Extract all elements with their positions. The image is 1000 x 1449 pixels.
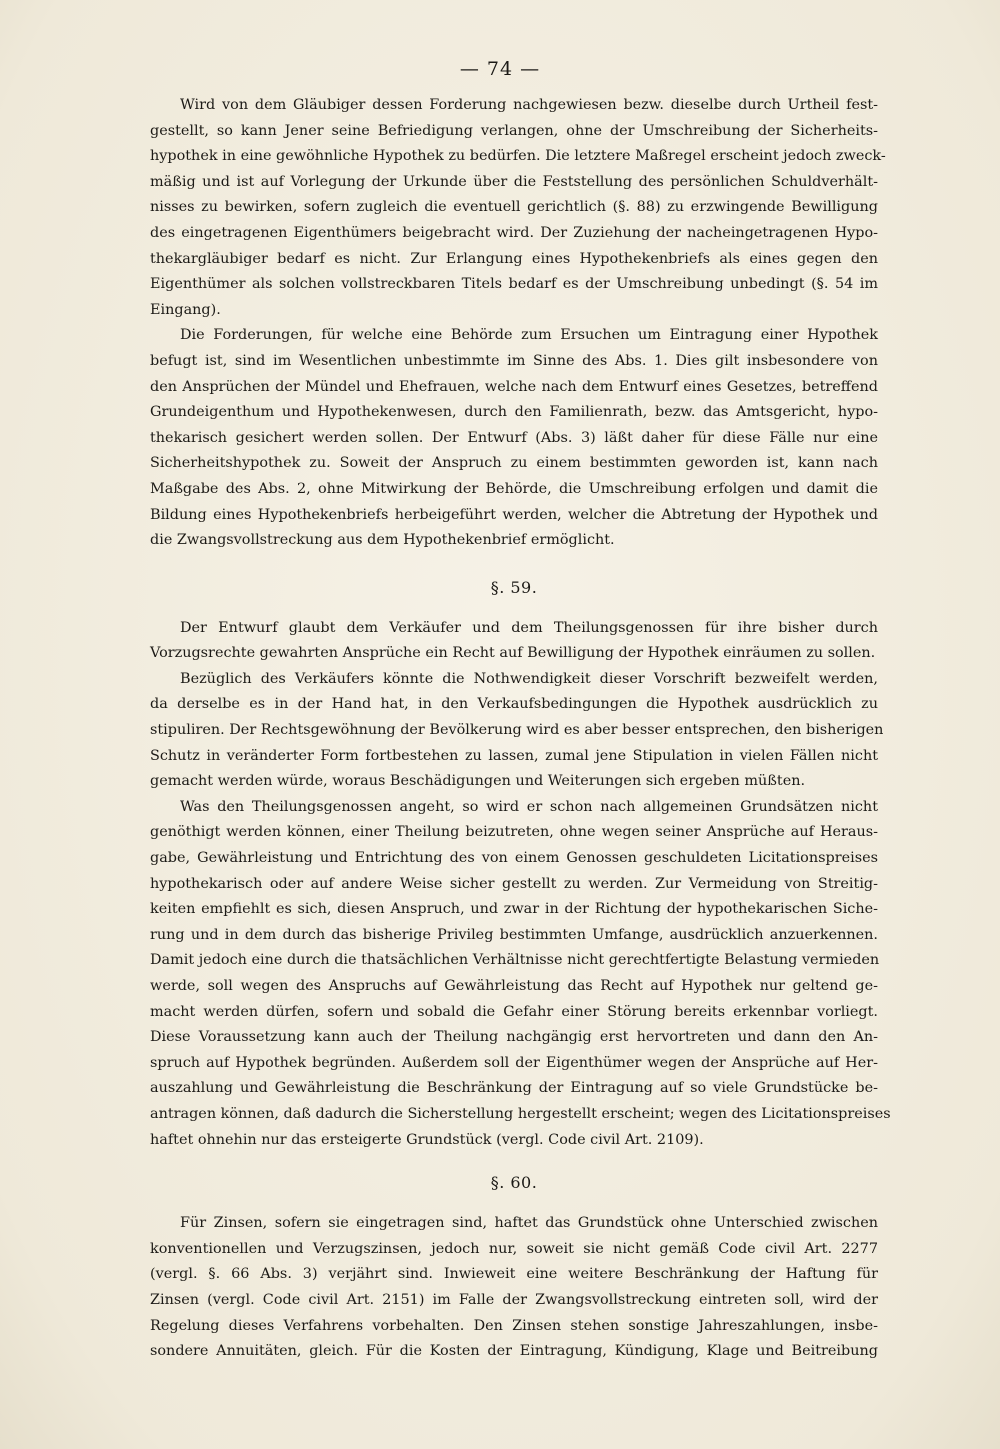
text-line: genöthigt werden können, einer Theilung beizutreten, ohne wegen seiner Ansprüche auf Heraus-	[150, 824, 878, 841]
text-line: Die Forderungen, für welche eine Behörde zum Ersuchen um Eintragung einer Hypothek	[180, 327, 878, 344]
text-line: des eingetragenen Eigenthümers beigebracht wird. Der Zuziehung der nacheingetragenen Hypo-	[150, 224, 878, 241]
section-heading-59: §. 59.	[490, 577, 538, 597]
text-line: hypothek in eine gewöhnliche Hypothek zu bedürfen. Die letztere Maßregel erscheint jedoch zweck-	[150, 148, 886, 165]
text-line: Wird von dem Gläubiger dessen Forderung nachgewiesen bezw. dieselbe durch Urtheil fest-	[180, 97, 878, 113]
text-line: hypothekarisch oder auf andere Weise sicher gestellt zu werden. Zur Vermeidung von Streitig-	[150, 875, 878, 892]
text-line: Bildung eines Hypothekenbriefs herbeigeführt werden, welcher die Abtretung der Hypothek und	[150, 506, 878, 523]
text-line: Bezüglich des Verkäufers könnte die Nothwendigkeit dieser Vorschrift bezweifelt werden,	[180, 670, 878, 687]
text-block-2	[150, 616, 891, 1153]
text-line: auszahlung und Gewährleistung die Beschränkung der Eintragung auf so viele Grundstücke be-	[150, 1080, 878, 1097]
text-line: antragen können, daß dadurch die Sicherstellung hergestellt erscheint; wegen des Licitationspreises	[150, 1105, 891, 1122]
text-line: rung und in dem durch das bisherige Privileg bestimmten Umfange, ausdrücklich anzuerkennen.	[150, 926, 878, 943]
text-line: befugt ist, sind im Wesentlichen unbestimmte im Sinne des Abs. 1. Dies gilt insbesondere von	[150, 352, 878, 369]
text-line: Für Zinsen, sofern sie eingetragen sind, haftet das Grundstück ohne Unterschied zwischen	[180, 1215, 878, 1232]
text-line: mäßig und ist auf Vorlegung der Urkunde über die Feststellung des persönlichen Schuldverhält-	[150, 173, 878, 190]
text-line: gabe, Gewährleistung und Entrichtung des von einem Genossen geschuldeten Licitationspreises	[150, 850, 878, 867]
text-line: keiten empfiehlt es sich, diesen Anspruch, und zwar in der Richtung der hypothekarischen Siche-	[150, 901, 878, 918]
text-line: Eigenthümer als solchen vollstreckbaren Titels bedarf es der Umschreibung unbedingt (§. 54 im	[150, 276, 878, 293]
text-line: Was den Theilungsgenossen angeht, so wird er schon nach allgemeinen Grundsätzen nicht	[180, 798, 878, 815]
text-line: nisses zu bewirken, sofern zugleich die eventuell gerichtlich (§. 88) zu erzwingende Bewilligung	[150, 199, 878, 216]
text-line: thekarisch gesichert werden sollen. Der Entwurf (Abs. 3) läßt daher für diese Fälle nur eine	[150, 429, 878, 446]
text-line: stipuliren. Der Rechtsgewöhnung der Bevölkerung wird es aber besser entsprechen, den bisherigen	[150, 722, 884, 739]
text-line: gemacht werden würde, woraus Beschädigungen und Weiterungen sich ergeben müßten.	[150, 773, 806, 790]
text-block-3	[150, 1211, 878, 1365]
text-line: Maßgabe des Abs. 2, ohne Mitwirkung der Behörde, die Umschreibung erfolgen und damit die	[150, 480, 878, 497]
text-line: Sicherheitshypothek zu. Soweit der Anspruch zu einem bestimmten geworden ist, kann nach	[150, 455, 878, 472]
text-line: Regelung dieses Verfahrens vorbehalten. Den Zinsen stehen sonstige Jahreszahlungen, insbe-	[150, 1317, 878, 1334]
text-line: Vorzugsrechte gewahrten Ansprüche ein Recht auf Bewilligung der Hypothek einräumen zu sollen.	[150, 645, 876, 662]
page-number: — 74 —	[459, 58, 541, 80]
text-line: da derselbe es in der Hand hat, in den Verkaufsbedingungen die Hypothek ausdrücklich zu	[150, 696, 878, 713]
text-line: Diese Voraussetzung kann auch der Theilung nachgängig erst hervortreten und dann den An-	[150, 1029, 878, 1046]
text-line: thekargläubiger bedarf es nicht. Zur Erlangung eines Hypothekenbriefs als eines gegen den	[150, 250, 878, 267]
text-line: spruch auf Hypothek begründen. Außerdem soll der Eigenthümer wegen der Ansprüche auf Her-	[150, 1054, 878, 1071]
text-line: Schutz in veränderter Form fortbestehen zu lassen, zumal jene Stipulation in vielen Fällen nicht	[150, 747, 878, 764]
text-line: Zinsen (vergl. Code civil Art. 2151) im Falle der Zwangsvollstreckung eintreten soll, wird der	[150, 1291, 878, 1308]
text-line: den Ansprüchen der Mündel und Ehefrauen, welche nach dem Entwurf eines Gesetzes, betreffend	[150, 378, 878, 395]
text-line: konventionellen und Verzugszinsen, jedoch nur, soweit sie nicht gemäß Code civil Art. 2277	[150, 1240, 878, 1257]
text-line: Grundeigenthum und Hypothekenwesen, durch den Familienrath, bezw. das Amtsgericht, hypo-	[150, 404, 878, 421]
text-line: werde, soll wegen des Anspruchs auf Gewährleistung das Recht auf Hypothek nur geltend ge-	[150, 978, 878, 994]
text-block-1	[150, 93, 886, 554]
section-heading-60: §. 60.	[490, 1173, 538, 1193]
text-line: Damit jedoch eine durch die thatsächlichen Verhältnisse nicht gerechtfertigte Belastung vermieden	[150, 952, 880, 969]
body-text	[150, 93, 891, 1365]
text-line: gestellt, so kann Jener seine Befriedigung verlangen, ohne der Umschreibung der Sicherheits-	[150, 122, 878, 139]
text-line: haftet ohnehin nur das ersteigerte Grundstück (vergl. Code civil Art. 2109).	[150, 1131, 704, 1148]
text-line: die Zwangsvollstreckung aus dem Hypothekenbrief ermöglicht.	[150, 532, 615, 549]
text-line: (vergl. §. 66 Abs. 3) verjährt sind. Inwieweit eine weitere Beschränkung der Haftung für	[150, 1266, 878, 1283]
text-line: sondere Annuitäten, gleich. Für die Kosten der Eintragung, Kündigung, Klage und Beitreibung	[150, 1343, 878, 1360]
text-line: Eingang).	[150, 301, 221, 318]
text-line: Der Entwurf glaubt dem Verkäufer und dem Theilungsgenossen für ihre bisher durch	[180, 619, 878, 636]
text-line: macht werden dürfen, sofern und sobald die Gefahr einer Störung bereits erkennbar vorliegt.	[150, 1003, 878, 1020]
